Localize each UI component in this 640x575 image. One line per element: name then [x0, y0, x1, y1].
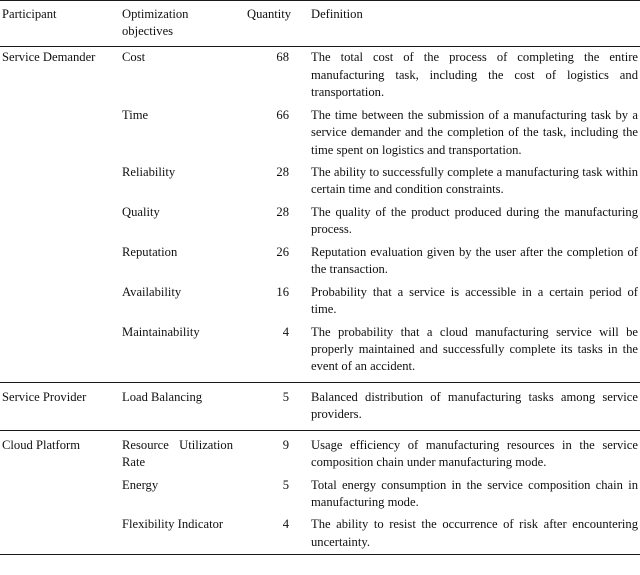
objective-quality: Quality — [122, 204, 160, 219]
definition-reputation: Reputation evaluation given by the user after the completion of the transaction. — [311, 244, 638, 277]
table-bottom-rule — [0, 554, 640, 555]
definition-maintainability: The probability that a cloud manufacturing service will be properly maintained and successfully complete its tasks in the event of an accident. — [311, 324, 638, 374]
objective-load-balancing: Load Balancing — [122, 389, 203, 404]
objective-reputation: Reputation — [122, 244, 178, 259]
definition-availability: Probability that a service is accessible in a certain period of time. — [311, 284, 638, 317]
participant-continuation — [0, 281, 120, 321]
objective-resource-utilization-rate: Resource Utilization Rate — [122, 437, 233, 470]
table-row — [0, 434, 640, 474]
table-row — [0, 241, 640, 281]
column-header-definition: Definition — [311, 7, 363, 21]
table-row — [0, 104, 640, 161]
objective-reliability: Reliability — [122, 165, 176, 179]
definition-reliability: The ability to successfully complete a manufacturing task within certain time and condition constraints. — [311, 165, 638, 197]
quantity-cost: 68 — [276, 50, 289, 65]
objective-cost: Cost — [122, 50, 146, 65]
quantity-flexibility-indicator: 4 — [282, 517, 289, 532]
participant-continuation — [0, 321, 120, 378]
participant-continuation — [0, 474, 120, 514]
objective-energy: Energy — [122, 477, 159, 492]
quantity-availability: 16 — [276, 284, 289, 299]
table-row — [0, 386, 640, 426]
definition-resource-utilization-rate: Usage efficiency of manufacturing resources in the service composition chain under manufacturing mode. — [311, 437, 638, 470]
quantity-energy: 5 — [282, 477, 289, 492]
table-row — [0, 281, 640, 321]
table-header-row — [0, 1, 640, 46]
table-row — [0, 162, 640, 202]
objective-availability: Availability — [122, 284, 182, 299]
quantity-quality: 28 — [276, 204, 289, 219]
quantity-time: 66 — [276, 107, 289, 122]
definition-flexibility-indicator: The ability to resist the occurrence of risk after encountering uncertainty. — [311, 517, 638, 549]
table-body — [0, 47, 640, 554]
quantity-maintainability: 4 — [282, 324, 289, 339]
quantity-load-balancing: 5 — [282, 389, 289, 404]
table-row — [0, 514, 640, 554]
participant-service-demander: Service Demander — [2, 50, 96, 65]
objective-maintainability: Maintainability — [122, 324, 200, 339]
objective-time: Time — [122, 107, 149, 122]
column-header-participant: Participant — [2, 7, 57, 21]
quantity-resource-utilization-rate: 9 — [282, 437, 289, 452]
participant-cloud-platform: Cloud Platform — [2, 437, 81, 452]
participant-service-provider: Service Provider — [2, 389, 87, 404]
participant-continuation — [0, 241, 120, 281]
quantity-reliability: 28 — [276, 165, 289, 179]
definition-energy: Total energy consumption in the service composition chain in manufacturing mode. — [311, 477, 638, 509]
quantity-reputation: 26 — [276, 244, 289, 259]
definition-quality: The quality of the product produced during the manufacturing process. — [311, 204, 638, 237]
participant-continuation — [0, 201, 120, 241]
column-header-optimization-objectives: Optimization objectives — [122, 7, 189, 39]
participant-continuation — [0, 104, 120, 161]
table-row — [0, 201, 640, 241]
table-row — [0, 474, 640, 514]
participant-continuation — [0, 162, 120, 202]
participant-continuation — [0, 514, 120, 554]
objective-flexibility-indicator: Flexibility Indicator — [122, 517, 224, 532]
definition-cost: The total cost of the process of completing the entire manufacturing task, including the cost of logistics and transportation. — [311, 50, 638, 100]
column-header-quantity: Quantity — [247, 7, 292, 21]
table-row — [0, 47, 640, 104]
definition-time: The time between the submission of a manufacturing task by a service demander and the completion of the task, including the time spent on logistics and transportation. — [311, 107, 638, 157]
table-row — [0, 321, 640, 378]
definition-load-balancing: Balanced distribution of manufacturing tasks among service providers. — [311, 389, 638, 422]
